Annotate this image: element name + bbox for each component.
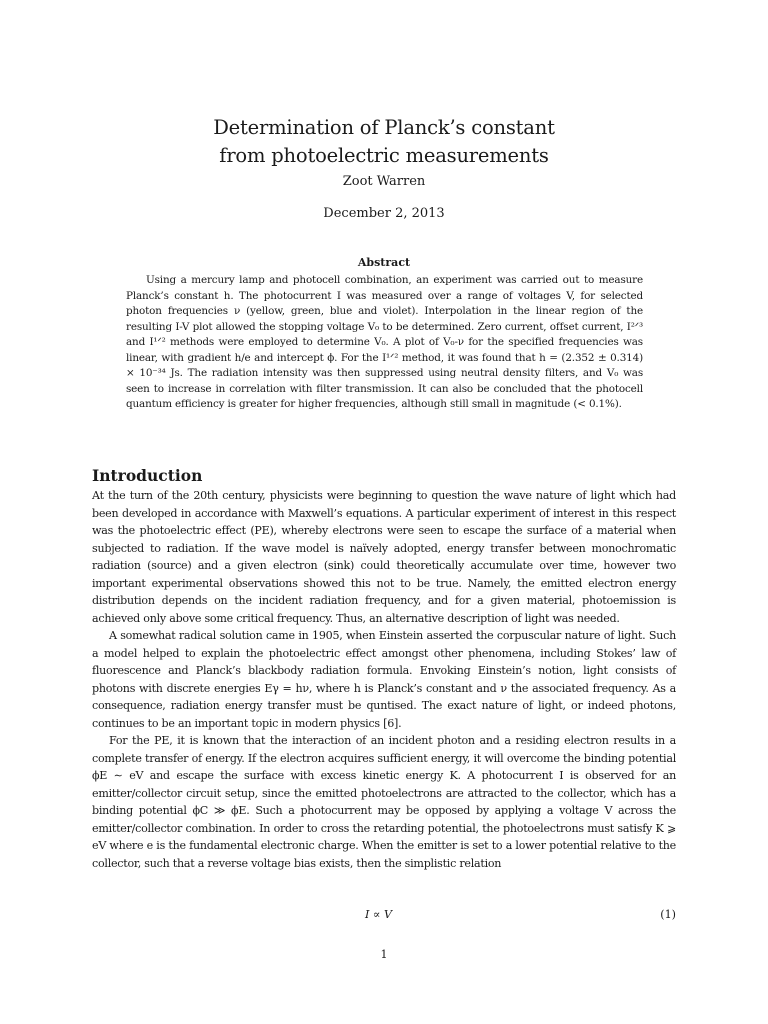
title-line-1: Determination of Planck’s constant [213,116,555,140]
abstract-text: Using a mercury lamp and photocell combination, an experiment was carried out to measure Planck’s constant h. The photocurrent I was measured over a range of voltages V, for selected photon frequencies ν (yellow, green, blue and violet). Interpolation in the linear region of the resulting I-V plot allowed the stopping voltage V₀ to be determined. Zero current, offset current, I²ᐟ³ and I¹ᐟ² methods were employed to determine V₀. A plot of V₀-ν for the specified frequencies was linear, with gradient h/e and intercept ϕ. For the I¹ᐟ² method, it was found that h = (2.352 ± 0.314) × 10⁻³⁴ Js. The radiation intensity was then suppressed using neutral density filters, and V₀ was seen to increase in correlation with filter transmission. It can also be concluded that the photocell quantum efficiency is greater for higher frequencies, although still small in magnitude (< 0.1%). [126,274,643,410]
introduction-heading: Introduction [92,465,203,485]
introduction-paragraph-2: A somewhat radical solution came in 1905, when Einstein asserted the corpuscular nature of light. Such a model helped to explain the photoelectric effect amongst other phenomena, including Stokes’ law of fluorescence and Planck’s blackbody radiation formula. Envoking Einstein’s notion, light consists of photons with discrete energies Eγ = hν, where h is Planck’s constant and ν the associated frequency. As a consequence, radiation energy transfer must be quntised. The exact nature of light, or indeed photons, continues to be an important topic in modern physics [6]. [92,629,676,730]
author-name: Zoot Warren [342,174,426,189]
title-line-2: from photoelectric measurements [219,144,549,168]
equation-expression: I ∝ V [365,908,392,921]
page-number: 1 [380,948,388,961]
abstract-heading: Abstract [357,256,411,269]
paper-title [0,114,768,170]
equation-number: (1) [660,908,676,921]
introduction-paragraph-1: At the turn of the 20th century, physicists were beginning to question the wave nature of light which had been developed in accordance with Maxwell’s equations. A particular experiment of interest in this respect was the photoelectric effect (PE), whereby electrons were seen to escape the surface of a material when subjected to radiation. If the wave model is naïvely adopted, energy transfer between monochromatic radiation (source) and a given electron (sink) could theoretically accumulate over time, however two important experimental observations showed this not to be true. Namely, the emitted electron energy distribution depends on the incident radiation frequency, and for a given material, photoemission is achieved only above some critical frequency. Thus, an alternative description of light was needed. [92,489,676,625]
introduction-body [92,487,676,872]
publication-date: December 2, 2013 [323,206,445,221]
introduction-paragraph-3: For the PE, it is known that the interaction of an incident photon and a residing electron results in a complete transfer of energy. If the electron acquires sufficient energy, it will overcome the binding potential ϕE ∼ eV and escape the surface with excess kinetic energy K. A photocurrent I is observed for an emitter/collector circuit setup, since the emitted photoelectrons are attracted to the collector, which has a binding potential ϕC ≫ ϕE. Such a photocurrent may be opposed by applying a voltage V across the emitter/collector combination. In order to cross the retarding potential, the photoelectrons must satisfy K ⩾ eV where e is the fundamental electronic charge. When the emitter is set to a lower potential relative to the collector, such that a reverse voltage bias exists, then the simplistic relation [92,734,676,870]
